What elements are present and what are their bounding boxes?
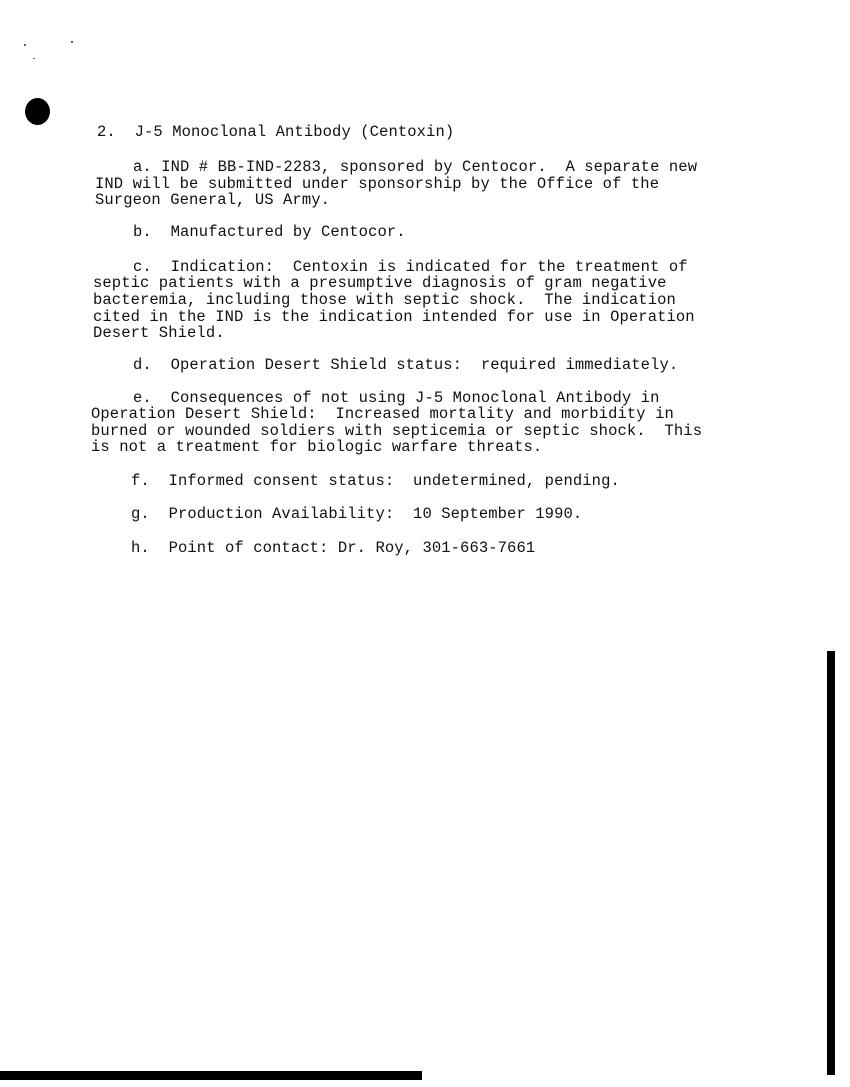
item-a-line-3: Surgeon General, US Army. <box>95 191 331 209</box>
item-c-line-2: septic patients with a presumptive diagnosis of gram negative <box>93 274 667 292</box>
scan-edge-bar-right <box>827 651 835 1075</box>
item-e-line-3: burned or wounded soldiers with septicemia or septic shock. This <box>91 422 703 440</box>
scan-edge-bar-bottom <box>0 1071 422 1080</box>
item-a-line-1: a. IND # BB-IND-2283, sponsored by Centocor. A separate new <box>133 158 698 176</box>
scan-speck <box>33 58 35 59</box>
scan-speck <box>71 41 73 43</box>
item-h-line-1: h. Point of contact: Dr. Roy, 301-663-7661 <box>131 539 536 557</box>
item-e-line-2: Operation Desert Shield: Increased mortality and morbidity in <box>91 405 674 423</box>
scan-speck <box>24 44 26 46</box>
section-heading: 2. J-5 Monoclonal Antibody (Centoxin) <box>97 123 455 141</box>
item-b-line-1: b. Manufactured by Centocor. <box>133 223 406 241</box>
item-e-line-1: e. Consequences of not using J-5 Monoclonal Antibody in <box>133 389 660 407</box>
item-c-line-3: bacteremia, including those with septic shock. The indication <box>93 291 676 309</box>
item-a-line-2: IND will be submitted under sponsorship by the Office of the <box>95 175 660 193</box>
item-e-line-4: is not a treatment for biologic warfare threats. <box>91 438 543 456</box>
item-g-line-1: g. Production Availability: 10 September 1990. <box>131 505 583 523</box>
item-d-line-1: d. Operation Desert Shield status: required immediately. <box>133 356 679 374</box>
item-c-line-1: c. Indication: Centoxin is indicated for the treatment of <box>133 258 688 276</box>
item-c-line-5: Desert Shield. <box>93 324 225 342</box>
punch-hole-mark <box>25 98 50 125</box>
item-f-line-1: f. Informed consent status: undetermined, pending. <box>131 472 620 490</box>
item-c-line-4: cited in the IND is the indication intended for use in Operation <box>93 308 695 326</box>
